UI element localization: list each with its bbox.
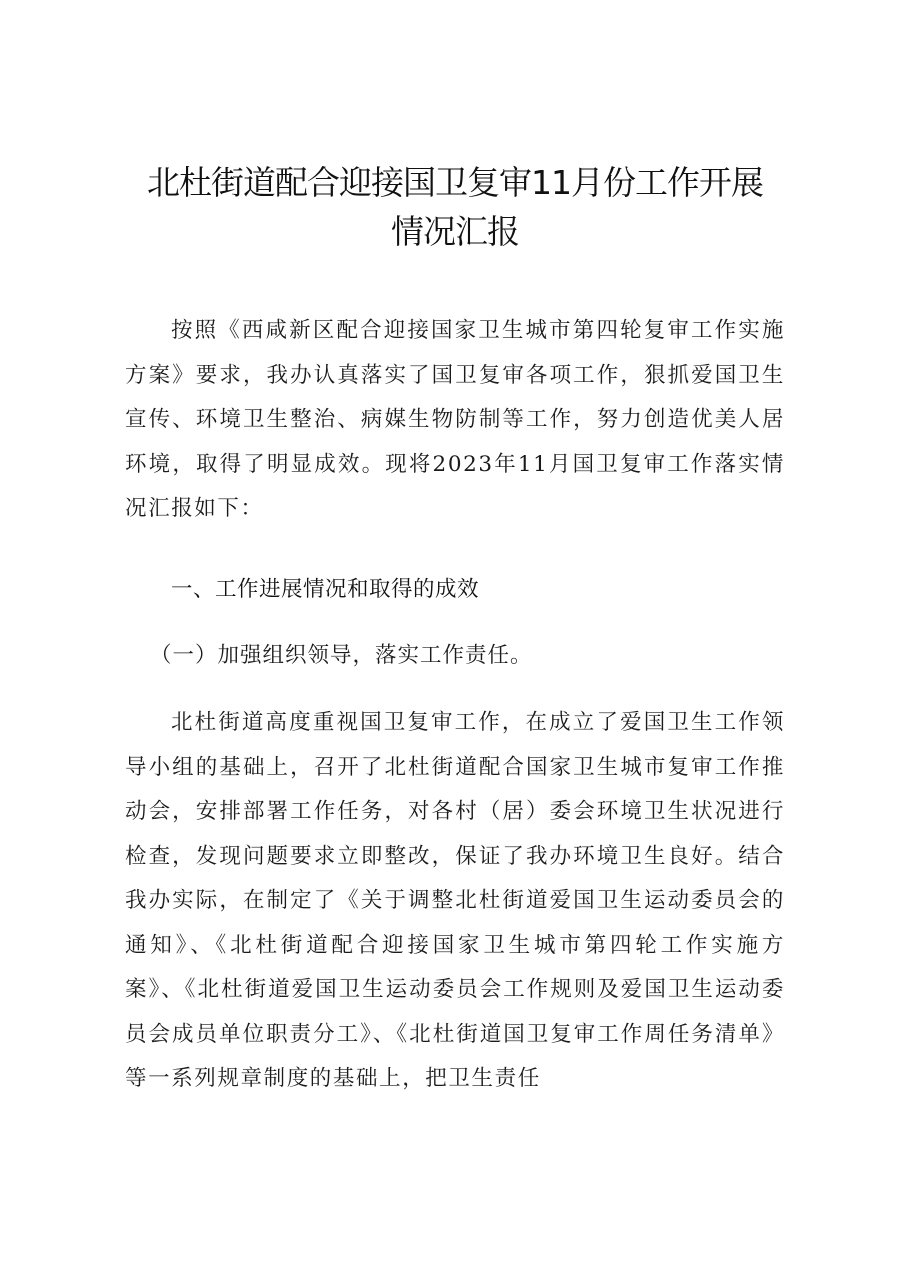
title-line-2: 情况汇报: [391, 212, 519, 251]
section-heading: 一、工作进展情况和取得的成效: [171, 577, 480, 602]
body-paragraph: 北杜街道高度重视国卫复审工作，在成立了爱国卫生工作领导小组的基础上，召开了北杜街道配合国家卫生城市复审工作推动会，安排部署工作任务，对各村（居）委会环境卫生状况进行检查，发现问题要求立即整改，保证了我办环境卫生良好。结合我办实际，在制定了《关于调整北杜街道爱国卫生运动委员会的通知》、《北杜街道配合迎接国家卫生城市第四轮工作实施方案》、《北杜街道爱国卫生运动委员会工作规则及爱国卫生运动委员会成员单位职责分工》、《北杜街道国卫复审工作周任务清单》等一系列规章制度的基础上，把卫生责任: [125, 710, 785, 1091]
document-title: [110, 158, 800, 256]
title-line-1: 北杜街道配合迎接国卫复审11月份工作开展: [147, 163, 763, 202]
intro-paragraph: 按照《西咸新区配合迎接国家卫生城市第四轮复审工作实施方案》要求，我办认真落实了国卫复审各项工作，狠抓爱国卫生宣传、环境卫生整治、病媒生物防制等工作，努力创造优美人居环境，取得了明显成效。现将2023年11月国卫复审工作落实情况汇报如下：: [125, 318, 785, 521]
subsection-heading: （一）加强组织领导，落实工作责任。: [150, 643, 533, 668]
